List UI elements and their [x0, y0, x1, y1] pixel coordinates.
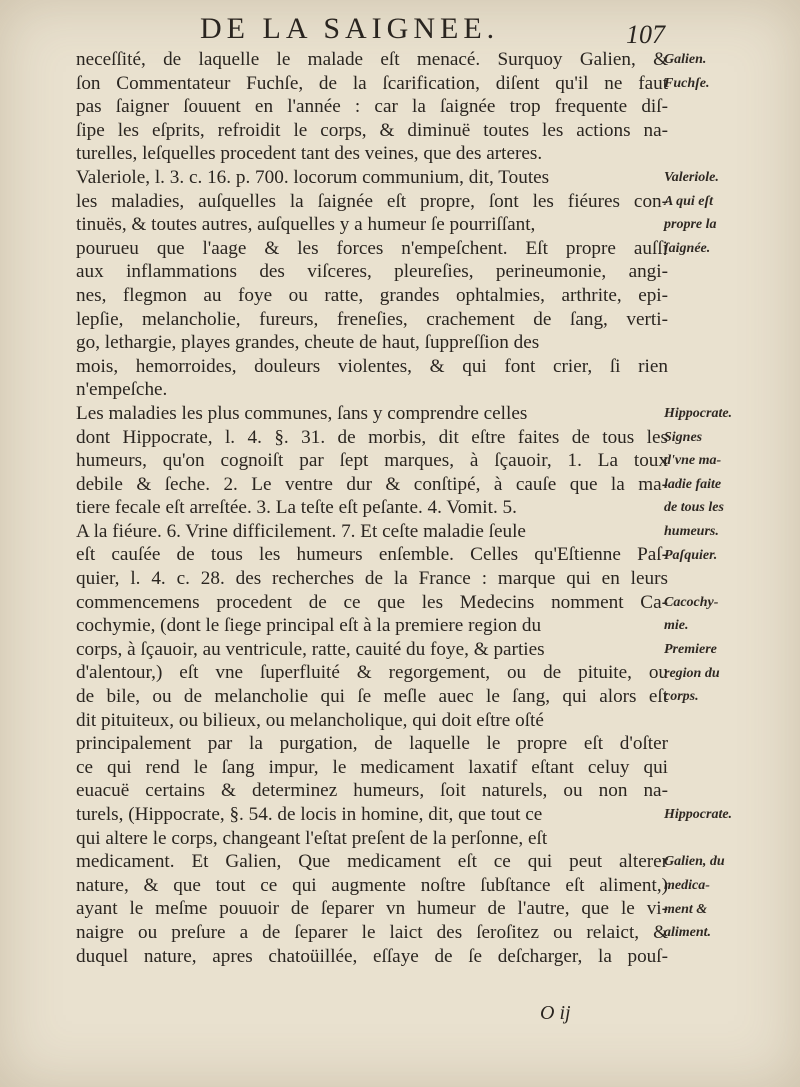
text-line: nes, flegmon au foye ou ratte, grandes ophtalmies, arthrite, epi-	[76, 284, 668, 306]
text-line: Valeriole, l. 3. c. 16. p. 700. locorum communium, dit, Toutes	[76, 166, 550, 188]
text-line: pourueu que l'aage & les forces n'empeſchent. Eſt propre auſſi	[76, 237, 668, 259]
text-line: humeurs, qu'on cognoiſt par ſept marques, à ſçauoir, 1. La toux	[76, 450, 668, 472]
running-title: DE LA SAIGNEE.	[200, 12, 500, 45]
margin-note: aliment.	[664, 925, 712, 941]
margin-note: corps.	[664, 689, 699, 705]
margin-note: d'vne ma-	[664, 453, 722, 469]
margin-note: Signes	[664, 429, 703, 445]
text-line: medicament. Et Galien, Que medicament eſt ce qui peut alterer	[76, 851, 668, 873]
text-line: cochymie, (dont le ſiege principal eſt à la premiere region du	[76, 615, 542, 637]
text-line: ayant le meſme pouuoir de ſeparer vn humeur de l'autre, que le vi-	[76, 898, 668, 920]
page-number: 107	[626, 20, 665, 49]
text-line: tiere fecale eſt arreſtée. 3. La teſte eſt peſante. 4. Vomit. 5.	[76, 497, 517, 519]
margin-note: de tous les	[664, 500, 724, 516]
margin-note: ſaignée.	[664, 240, 711, 256]
text-line: ſipe les eſprits, refroidit le corps, & diminuë toutes les actions na-	[76, 119, 668, 141]
text-line: nature, & que tout ce qui augmente noſtre ſubſtance eſt aliment,)	[76, 874, 668, 896]
margin-note: mie.	[664, 618, 689, 634]
text-line: aux inflammations des viſceres, pleureſies, perineumonie, angi-	[76, 261, 668, 283]
margin-note: Paſquier.	[664, 547, 718, 563]
margin-note: ment &	[664, 901, 708, 917]
text-line: A la fiéure. 6. Vrine difficilement. 7. Et ceſte maladie ſeule	[76, 520, 526, 542]
margin-note: Hippocrate.	[664, 807, 733, 823]
text-line: duquel nature, apres chatoüillée, eſſaye de ſe deſcharger, la pouſ-	[76, 945, 668, 967]
text-line: turels, (Hippocrate, §. 54. de locis in homine, dit, que tout ce	[76, 804, 543, 825]
text-line: lepſie, melancholie, fureurs, freneſies, crachement de ſang, verti-	[76, 308, 668, 330]
text-line: principalement par la purgation, de laquelle le propre eſt d'oſter	[76, 733, 668, 755]
text-line: corps, à ſçauoir, au ventricule, ratte, cauité du foye, & parties	[76, 638, 545, 660]
text-line: les maladies, auſquelles la ſaignée eſt propre, ſont les fiéures con-	[76, 190, 668, 212]
text-line: dont Hippocrate, l. 4. §. 31. de morbis, dit eſtre faites de tous les	[76, 426, 668, 448]
text-line: ſon Commentateur Fuchſe, de la ſcarification, diſent qu'il ne faut	[76, 72, 668, 94]
text-line: de bile, ou de melancholie qui ſe meſle auec le ſang, qui alors eſt	[76, 686, 668, 708]
text-line: turelles, leſquelles procedent tant des veines, que des arteres.	[76, 143, 543, 165]
text-line: Les maladies les plus communes, ſans y comprendre celles	[76, 402, 528, 424]
margin-note: A qui eſt	[664, 193, 714, 209]
margin-note: Valeriole.	[664, 170, 719, 185]
margin-note: Galien.	[664, 52, 707, 67]
text-line: eſt cauſée de tous les humeurs enſemble. Celles qu'Eſtienne Paſ-	[76, 544, 668, 566]
text-line: ce qui rend le ſang impur, le medicament laxatif eſtant celuy qui	[76, 756, 668, 778]
margin-note: ladie faite	[664, 476, 722, 492]
margin-note: Fuchſe.	[664, 75, 710, 91]
text-line: naigre ou preſure a de ſeparer le laict des ſeroſitez ou relaict, &	[76, 921, 668, 943]
text-line: commencemens procedent de ce que les Medecins nomment Ca-	[76, 591, 668, 613]
margin-note: humeurs.	[664, 524, 719, 539]
text-line: pas ſaigner ſouuent en l'année : car la ſaignée trop frequente diſ-	[76, 96, 668, 118]
text-line: tinuës, & toutes autres, auſquelles y a humeur ſe pourriſſant,	[76, 214, 536, 236]
text-line: go, lethargie, playes grandes, cheute de haut, ſuppreſſion des	[76, 332, 540, 354]
margin-note: region du	[664, 665, 720, 681]
margin-note: propre la	[664, 217, 717, 233]
text-line: n'empeſche.	[76, 379, 168, 401]
margin-note: Cacochy-	[664, 594, 719, 610]
text-line: euacuë certains & determinez humeurs, ſoit naturels, ou non na-	[76, 780, 668, 802]
text-line: dit pituiteux, ou bilieux, ou melancholique, qui doit eſtre oſté	[76, 709, 544, 731]
text-line: neceſſité, de laquelle le malade eſt menacé. Surquoy Galien, &	[76, 49, 668, 70]
margin-note: Hippocrate.	[664, 406, 733, 421]
text-line: quier, l. 4. c. 28. des recherches de la France : marque qui en leurs	[76, 568, 668, 590]
margin-note: Premiere	[664, 642, 717, 657]
text-line: d'alentour,) eſt vne ſuperfluité & regorgement, ou de pituite, ou	[76, 662, 668, 684]
margin-note: medica-	[664, 878, 710, 893]
margin-note: Galien, du	[664, 854, 725, 870]
page-header	[0, 8, 800, 48]
signature-mark: O ij	[540, 1002, 571, 1024]
text-line: mois, hemorroides, douleurs violentes, & qui font crier, ſi rien	[76, 355, 668, 377]
body-text	[76, 48, 668, 968]
text-line: debile & ſeche. 2. Le ventre dur & conſtipé, à cauſe que la ma-	[76, 473, 668, 495]
text-line: qui altere le corps, changeant l'eſtat preſent de la perſonne, eſt	[76, 827, 548, 849]
